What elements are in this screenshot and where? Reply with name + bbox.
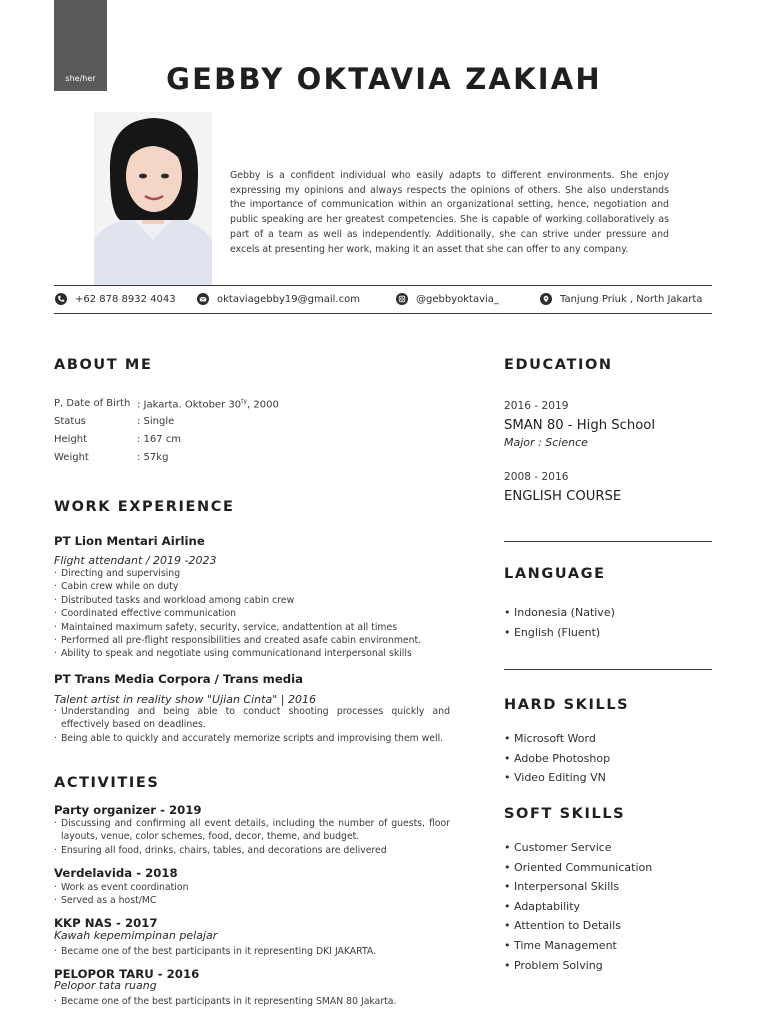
education-divider [504,541,712,542]
phone-number: +62 878 8932 4043 [75,293,176,305]
list-item: · Ensuring all food, drinks, chairs, tables, and decorations are delivered [54,844,387,856]
list-item: · Directing and supervising [54,568,181,579]
list-item: · Cabin crew while on duty [54,581,179,593]
email-address: oktaviagebby19@gmail.com [217,293,360,305]
location-text: Tanjung Priuk , North Jakarta [560,293,703,305]
pronoun-block [54,0,107,91]
candidate-name: GEBBY OKTAVIA ZAKIAH [166,62,602,96]
list-item: • Indonesia (Native) [504,606,615,619]
about-row: P, Date of Birth : Jakarta. Oktober $30^{ty}$, 2000 [54,398,279,411]
profile-photo [94,112,212,285]
hard-skills-list [504,732,610,791]
job-bullet-list [54,705,450,745]
list-item: • Microsoft Word [504,732,596,745]
list-item: • Customer Service [504,841,612,854]
list-item: • Oriented Communication [504,860,653,874]
mail-icon [197,293,209,305]
contact-phone[interactable] [55,290,176,308]
work-heading: WORK EXPERIENCE [54,499,235,515]
list-item: · Performed all pre-flight responsibilities and created asafe cabin environment. [54,635,422,647]
list-item: • Adaptability [504,899,581,913]
education-school: ENGLISH COURSE [504,489,622,504]
bio-paragraph: Gebby is a confident individual who easily adapts to different environments. She enjoy expressing my opinions and always respects the opinions of others. She also understands the importance of communication within an organizational setting, hence, negotiation and public speaking are her greatest competencies. She is capable of working collaboratively as part of a team as well as independently. Additionally, she can strive under pressure and excels at presenting her work, making it an asset that she can offer to any company. [230,170,669,255]
about-heading: ABOUT ME [54,357,153,373]
list-item: • Video Editing VN [504,771,606,785]
activity-title: KKP NAS - 2017 [54,916,158,930]
activity-subtitle: Kawah kepemimpinan pelajar [54,929,218,942]
contact-email[interactable] [197,290,360,308]
activity-bullet-list [54,995,450,1008]
list-item: • English (Fluent) [504,625,601,639]
job-title: PT Lion Mentari Airline [54,534,205,548]
language-list [504,606,615,645]
activity-title: Party organizer - 2019 [54,803,202,817]
activity-title: Verdelavida - 2018 [54,866,178,880]
language-heading: LANGUAGE [504,566,606,582]
language-divider [504,669,712,670]
list-item: · Served as a host/MC [54,895,157,907]
contact-top-divider [54,285,712,286]
list-item: • Adobe Photoshop [504,751,611,765]
list-item: · Became one of the best participants in it representing SMAN 80 Jakarta. [54,996,397,1007]
job-subtitle: Talent artist in reality show "Ujian Cinta" | 2016 [54,693,316,706]
list-item: · Coordinated effective communication [54,608,237,620]
education-major: Major : Science [504,436,588,449]
instagram-icon [396,293,408,305]
list-item: · Ability to speak and negotiate using communicationand interpersonal skills [54,648,412,660]
about-row: Weight : 57kg [54,452,169,463]
education-years: 2008 - 2016 [504,471,569,483]
education-years: 2016 - 2019 [504,400,569,412]
contact-location [540,290,702,308]
activity-subtitle: Pelopor tata ruang [54,979,157,992]
activity-bullet-list [54,945,450,958]
about-row: Status : Single [54,416,175,427]
activities-heading: ACTIVITIES [54,775,160,791]
hard-skills-heading: HARD SKILLS [504,697,630,713]
list-item: · Understanding and being able to conduct shooting processes quickly and effectively based on deadlines. [54,706,450,731]
soft-skills-heading: SOFT SKILLS [504,806,626,822]
list-item: · Became one of the best participants in it representing DKI JAKARTA. [54,946,377,957]
soft-skills-list [504,841,652,978]
instagram-handle: @gebbyoktavia_ [416,293,499,305]
about-row: Height : 167 cm [54,434,182,445]
contact-bottom-divider [54,313,712,314]
list-item: · Being able to quickly and accurately memorize scripts and improvising them well. [54,732,444,744]
list-item: • Time Management [504,938,617,952]
list-item: · Maintained maximum safety, security, service, andattention at all times [54,621,398,633]
activity-bullet-list [54,881,450,908]
list-item: • Interpersonal Skills [504,880,620,894]
education-school: SMAN 80 - High School [504,418,656,433]
list-item: · Work as event coordination [54,882,189,893]
list-item: • Attention to Details [504,919,621,933]
job-bullet-list [54,567,450,661]
activity-title: PELOPOR TARU - 2016 [54,967,200,981]
education-heading: EDUCATION [504,357,613,373]
list-item: · Distributed tasks and workload among cabin crew [54,594,295,606]
job-subtitle: Flight attendant / 2019 -2023 [54,554,217,567]
location-pin-icon [540,293,552,305]
pronoun-label: she/her [65,74,96,83]
job-title: PT Trans Media Corpora / Trans media [54,672,304,686]
activity-bullet-list [54,817,450,857]
list-item: · Discussing and confirming all event details, including the number of guests, floor layouts, venue, color schemes, food, decor, theme, and budget. [54,818,450,843]
list-item: • Problem Solving [504,958,603,972]
contact-instagram[interactable] [396,290,499,308]
phone-icon [55,293,67,305]
